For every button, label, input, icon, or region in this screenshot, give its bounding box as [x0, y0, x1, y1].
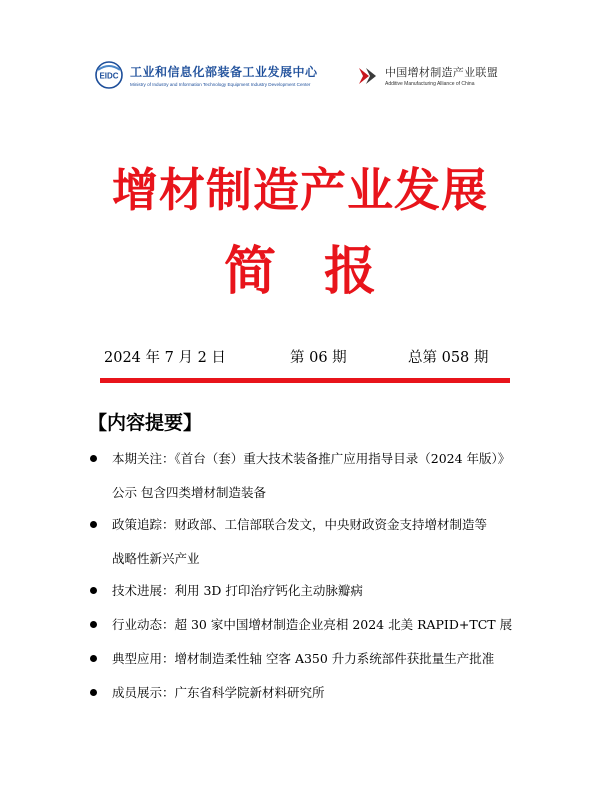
summary-item-focus — [88, 448, 528, 514]
org-name-en: Ministry of Industry and Information Technology Equipment Industry Development Center — [130, 82, 311, 87]
issue-number: 第 06 期 — [290, 350, 347, 366]
summary-item-line: 典型应用：增材制造柔性轴 空客 A350 升力系统部件获批量生产批准 — [112, 651, 495, 666]
bullet-icon — [90, 689, 97, 696]
summary-item-line: 技术进展：利用 3D 打印治疗钙化主动脉瓣病 — [112, 583, 363, 598]
page-header — [0, 52, 600, 100]
alliance-emblem-icon — [357, 65, 381, 87]
summary-item-member — [88, 682, 528, 716]
summary-item-line: 本期关注：《首台（套）重大技术装备推广应用指导目录（2024 年版）》 — [112, 451, 511, 466]
summary-item-line: 行业动态：超 30 家中国增材制造企业亮相 2024 北美 RAPID+TCT 展 — [112, 617, 513, 632]
bulletin-title: 增材制造产业发展 — [112, 163, 488, 217]
summary-item-tech — [88, 580, 528, 614]
alliance-name-cn: 中国增材制造产业联盟 — [385, 66, 498, 79]
eidc-emblem — [94, 60, 124, 90]
summary-item-line: 成员展示：广东省科学院新材料研究所 — [112, 685, 325, 700]
summary-heading: 【内容提要】 — [88, 412, 203, 434]
title-divider — [100, 378, 510, 383]
summary-item-line: 公示 包含四类增材制造装备 — [112, 485, 266, 500]
alliance-name-en: Additive Manufacturing Alliance of China — [385, 81, 475, 87]
summary-item-industry — [88, 614, 528, 648]
issue-total-number: 总第 058 期 — [408, 350, 489, 366]
summary-item-policy — [88, 514, 528, 580]
summary-item-line: 政策追踪：财政部、工信部联合发文，中央财政资金支持增材制造等 — [112, 517, 488, 532]
summary-list — [88, 448, 528, 716]
alliance-logo — [357, 64, 498, 87]
eidc-logo — [94, 60, 318, 90]
org-name-cn: 工业和信息化部装备工业发展中心 — [130, 65, 318, 79]
bullet-icon — [90, 621, 97, 628]
bullet-icon — [90, 455, 97, 462]
bullet-icon — [90, 655, 97, 662]
summary-item-application — [88, 648, 528, 682]
bullet-icon — [90, 587, 97, 594]
bulletin-subtitle: 简报 — [223, 241, 424, 302]
eidc-logo-text: EIDC — [99, 71, 119, 81]
issue-date: 2024 年 7 月 2 日 — [104, 350, 226, 366]
bullet-icon — [90, 521, 97, 528]
summary-item-line: 战略性新兴产业 — [112, 551, 200, 566]
issue-info — [104, 346, 504, 368]
